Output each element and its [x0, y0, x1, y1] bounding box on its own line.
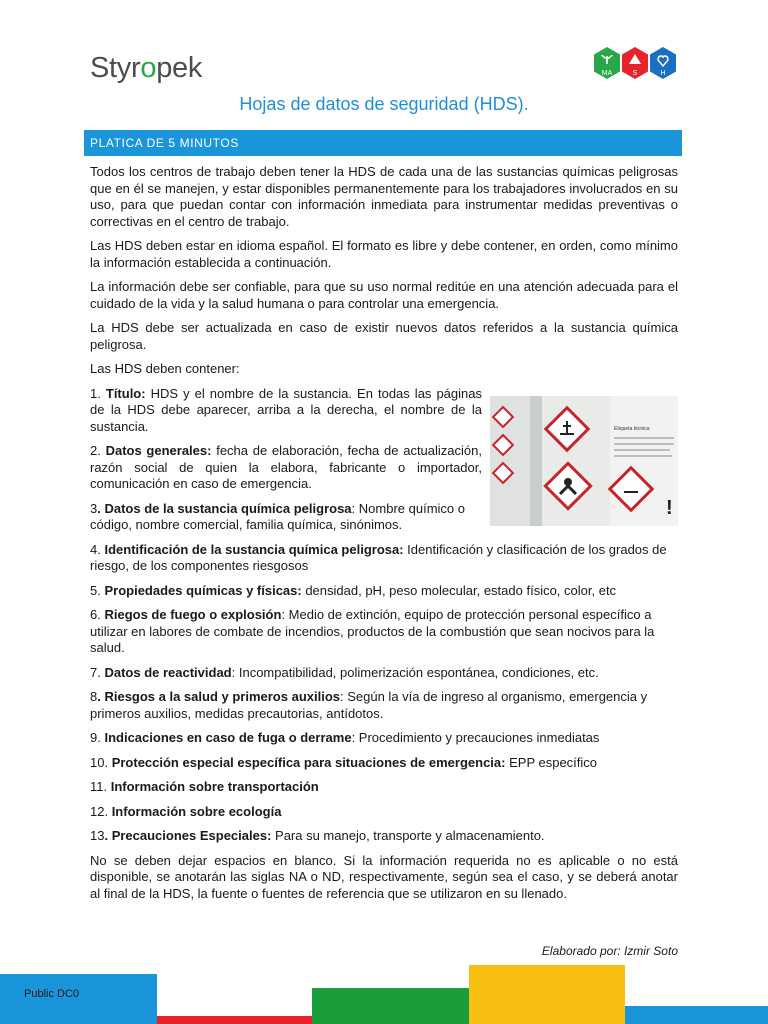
list-item: 5. Propiedades químicas y físicas: densidad, pH, peso molecular, estado físico, color, etc [90, 582, 617, 598]
list-item: 4. Identificación de la sustancia química peligrosa: Identificación y clasificación de los grados de riesgo, de los componentes riesgosos [90, 541, 667, 573]
list-item: 10. Protección especial específica para situaciones de emergencia: EPP específico [90, 754, 598, 770]
list-item: 11. Información sobre transportación [90, 779, 319, 794]
footer-block-yellow [469, 965, 625, 1024]
svg-text:MA: MA [601, 70, 613, 77]
document-body [90, 164, 678, 910]
intro-paragraph: La información debe ser confiable, para que su uso normal reditúe en una atención adecuada para el cuidado de la vida y la salud humana o para controlar una emergencia. [90, 279, 678, 311]
footer-color-bar [0, 964, 768, 1024]
list-item: 1. Título: HDS y el nombre de la sustancia. En todas las páginas de la HDS debe aparecer, arriba a la derecha, el nombre de la sustancia. [90, 385, 482, 434]
list-item: 6. Riegos de fuego o explosión: Medio de extinción, equipo de protección personal específico a utilizar en labores de combate de incendios, productos de la combustión que sean nocivos para la salud. [90, 607, 655, 655]
intro-paragraph: Todos los centros de trabajo deben tener la HDS de cada una de las sustancias químicas peligrosas que en él se manejen, y estar disponibles permanentemente para los trabajadores involucrados en su uso, para que puedan contar con información inmediata para instrumentar medidas preventivas o correctivas en el centro de trabajo. [90, 164, 678, 229]
footer-block-red [157, 1016, 312, 1024]
list-item: 2. Datos generales: fecha de elaboración, fecha de actualización, razón social de quien la elabora, fabricante o importador, comunicación en caso de emergencia. [90, 443, 482, 491]
list-item: 9. Indicaciones en caso de fuga o derrame: Procedimiento y precauciones inmediatas [90, 730, 600, 745]
styropek-logo: Styropek [90, 52, 203, 84]
page-title: Hojas de datos de seguridad (HDS). [239, 94, 529, 114]
list-item: 7. Datos de reactividad: Incompatibilidad, polimerización espontánea, condiciones, etc. [90, 664, 599, 680]
classification-label: Public DC0 [24, 988, 80, 1000]
author-signature: Elaborado por: Izmir Soto [541, 944, 678, 958]
list-item: 13. Precauciones Especiales: Para su manejo, transporte y almacenamiento. [90, 828, 545, 843]
closing-paragraph: No se deben dejar espacios en blanco. Si la información requerida no es aplicable o no está disponible, se anotarán las siglas NA o ND, respectivamente, según sea el caso, y se deberá anotar al final de la HDS, la fuente o fuentes de referencia que se utilizaron en su llenado. [90, 852, 678, 901]
footer-block-lightblue [625, 1006, 768, 1024]
svg-text:Etiqueta técnica: Etiqueta técnica [614, 425, 650, 432]
section-banner: PLATICA DE 5 MINUTOS [84, 130, 682, 156]
intro-paragraph: Las HDS deben estar en idioma español. El formato es libre y debe contener, en orden, como mínimo la información establecida a continuación. [90, 238, 678, 270]
h-badge-icon [650, 47, 676, 79]
svg-text:S: S [632, 70, 638, 77]
svg-text:!: ! [666, 496, 673, 519]
list-item: 3. Datos de la sustancia química peligrosa: Nombre químico o código, nombre comercial, familia química, sinónimos. [90, 500, 465, 532]
ma-badge-icon [594, 47, 620, 79]
svg-text:H: H [660, 70, 666, 77]
masah-badges [592, 46, 678, 84]
list-item: 8. Riesgos a la salud y primeros auxilios: Según la vía de ingreso al organismo, emergencia y primeros auxilios, medidas precautorias, antídotos. [90, 689, 648, 721]
footer-block-green [312, 988, 469, 1024]
list-item: 12. Información sobre ecología [90, 803, 282, 819]
hazard-labels-photo [490, 396, 678, 526]
s-badge-icon [622, 47, 648, 79]
intro-paragraph: La HDS debe ser actualizada en caso de existir nuevos datos referidos a la sustancia química peligrosa. [90, 320, 678, 352]
intro-paragraph: Las HDS deben contener: [90, 361, 240, 376]
